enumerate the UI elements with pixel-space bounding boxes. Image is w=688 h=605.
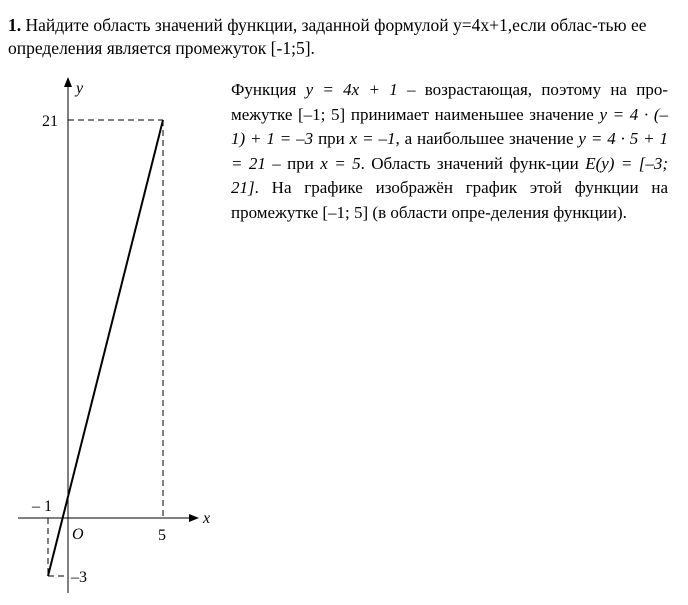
tick-label-y-21: 21 (42, 113, 58, 130)
problem-number: 1. (8, 15, 22, 35)
formula-x-max: x = 5 (320, 153, 361, 173)
tick-label-x-neg1: – 1 (32, 498, 52, 515)
formula-min-value: y = 4 · (–1) + 1 = –3 (231, 104, 669, 148)
problem-statement (8, 14, 678, 60)
solution-span-5: – при (272, 153, 314, 173)
function-line (48, 120, 163, 576)
formula-x-min: x = –1 (349, 129, 396, 148)
solution-span-3: при (318, 129, 345, 148)
solution-span-6: . Область значений функ-ции (360, 153, 579, 173)
solution-text (231, 78, 668, 225)
formula-max-value: y = 4 · 5 + 1 = 21 (231, 129, 668, 173)
solution-span-2: – возрастающая, поэтому на про-межутке [–1; 5] принимает наименьшее значение (231, 80, 669, 124)
tick-label-x-5: 5 (158, 527, 166, 544)
function-graph (0, 70, 230, 600)
x-axis-label: x (203, 510, 211, 527)
tick-label-y-neg3: –3 (71, 569, 87, 586)
formula-function: y = 4x + 1 (305, 80, 398, 99)
formula-range: E(y) = [–3; 21] (231, 153, 669, 197)
origin-label: O (72, 526, 84, 543)
y-axis-label: y (76, 80, 84, 97)
solution-span-4: , а наибольшее значение (395, 129, 574, 148)
problem-text: Найдите область значений функции, заданной формулой y=4x+1,если облас-тью ее определения является промежуток [-1;5]. (8, 15, 647, 58)
solution-span-1: Функция (231, 80, 297, 99)
solution-span-7: . На графике изображён график этой функции на промежутке [–1; 5] (в области опре-деления функции). (231, 178, 668, 222)
